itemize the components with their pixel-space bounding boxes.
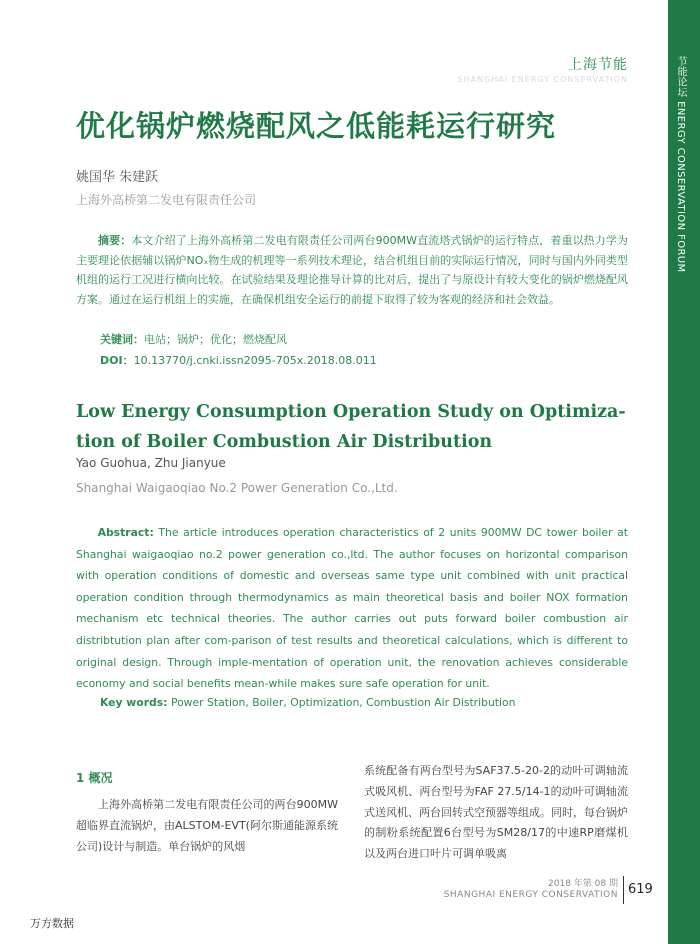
footer-magazine: SHANGHAI ENERGY CONSERVATION — [443, 890, 618, 900]
affiliation-en: Shanghai Waigaoqiao No.2 Power Generation Co.,Ltd. — [76, 481, 398, 495]
brand-name-en: SHANGHAI ENERGY CONSERVATION — [457, 75, 628, 84]
authors-en: Yao Guohua, Zhu Jianyue — [76, 456, 226, 470]
abstract-en-label: Abstract: — [97, 526, 154, 539]
footer-meta — [444, 876, 618, 900]
keywords-en-label: Key words: — [100, 696, 168, 709]
doi-text: 10.13770/j.cnki.issn2095-705x.2018.08.011 — [133, 354, 377, 367]
keywords-cn-text: 电站；锅炉；优化；燃烧配风 — [144, 333, 287, 346]
brand-name-cn: 上海节能 — [568, 57, 628, 73]
keywords-en — [100, 696, 516, 709]
body-column-right: 系统配备有两台型号为SAF37.5-20-2的动叶可调轴流式吸风机、两台型号为FAF 27.5/14-1的动叶可调轴流式送风机、两台回转式空预器等组成。同时，每台锅炉的制粉系统配置6台型号为SM28/17的中速RP磨煤机以及两台进口叶片可调单吸离 — [364, 764, 628, 861]
authors-cn: 姚国华 朱建跃 — [76, 170, 159, 185]
abstract-en-text: The article introduces operation characteristics of 2 units 900MW DC tower boiler at Shanghai waigaoqiao no.2 power generation co.,ltd. The author focuses on horizontal comparison with operation conditions of domestic and overseas same type unit combined with unit practical operation condition through thermodynamics as main theoretical basis and boiler NOX formation mechanism etc technical theories. The author carries out puts forward boiler combustion air distribtution plan after com-parison of test results and theoretical calculations, which is different to original design. Through imple-mentation of operation unit, the renovation achieves considerable economy and social benefits mean-while makes sure safe operation for unit. — [76, 526, 628, 691]
abstract-cn-label: 摘要： — [98, 234, 132, 247]
page-number: 619 — [628, 882, 653, 897]
keywords-en-text: Power Station, Boiler, Optimization, Combustion Air Distribution — [170, 696, 516, 709]
article-title-en: Low Energy Consumption Operation Study on Optimiza-tion of Boiler Combustion Air Distribution — [76, 402, 626, 452]
body-column-left: 上海外高桥第二发电有限责任公司的两台900MW超临界直流锅炉，由ALSTOM-EVT(阿尔斯通能源系统公司)设计与制造。单台锅炉的风烟 — [76, 798, 338, 853]
abstract-cn-text: 本文介绍了上海外高桥第二发电有限责任公司两台900MW直流塔式锅炉的运行特点，着重以热力学为主要理论依据辅以锅炉NOₓ物生成的机理等一系列技术理论，结合机组目前的实际运行情况，同时与国内外同类型机组的运行工况进行横向比较。在试验结果及理论推导计算的比对后，提出了与原设计有较大变化的锅炉燃烧配风方案。通过在运行机组上的实施，在确保机组安全运行的前提下取得了较为客观的经济和社会效益。 — [76, 234, 628, 306]
footer-divider — [623, 876, 624, 904]
abstract-cn — [76, 231, 628, 309]
sidebar-label: 节能论坛 ENERGY CONSERVATION FORUM — [675, 56, 686, 273]
watermark: 万方数据 — [30, 917, 74, 930]
doi-label: DOI： — [100, 354, 134, 367]
section-heading-overview: 1 概况 — [76, 771, 113, 785]
keywords-cn-label: 关键词： — [100, 333, 144, 346]
abstract-en — [76, 522, 628, 695]
doi-line — [100, 352, 377, 368]
affiliation-cn: 上海外高桥第二发电有限责任公司 — [76, 193, 257, 207]
article-title-cn: 优化锅炉燃烧配风之低能耗运行研究 — [76, 109, 557, 143]
journal-brand — [458, 54, 628, 84]
journal-sidebar — [668, 0, 700, 944]
issue-number: 2018 年第 08 期 — [548, 879, 618, 889]
keywords-cn — [100, 331, 287, 347]
